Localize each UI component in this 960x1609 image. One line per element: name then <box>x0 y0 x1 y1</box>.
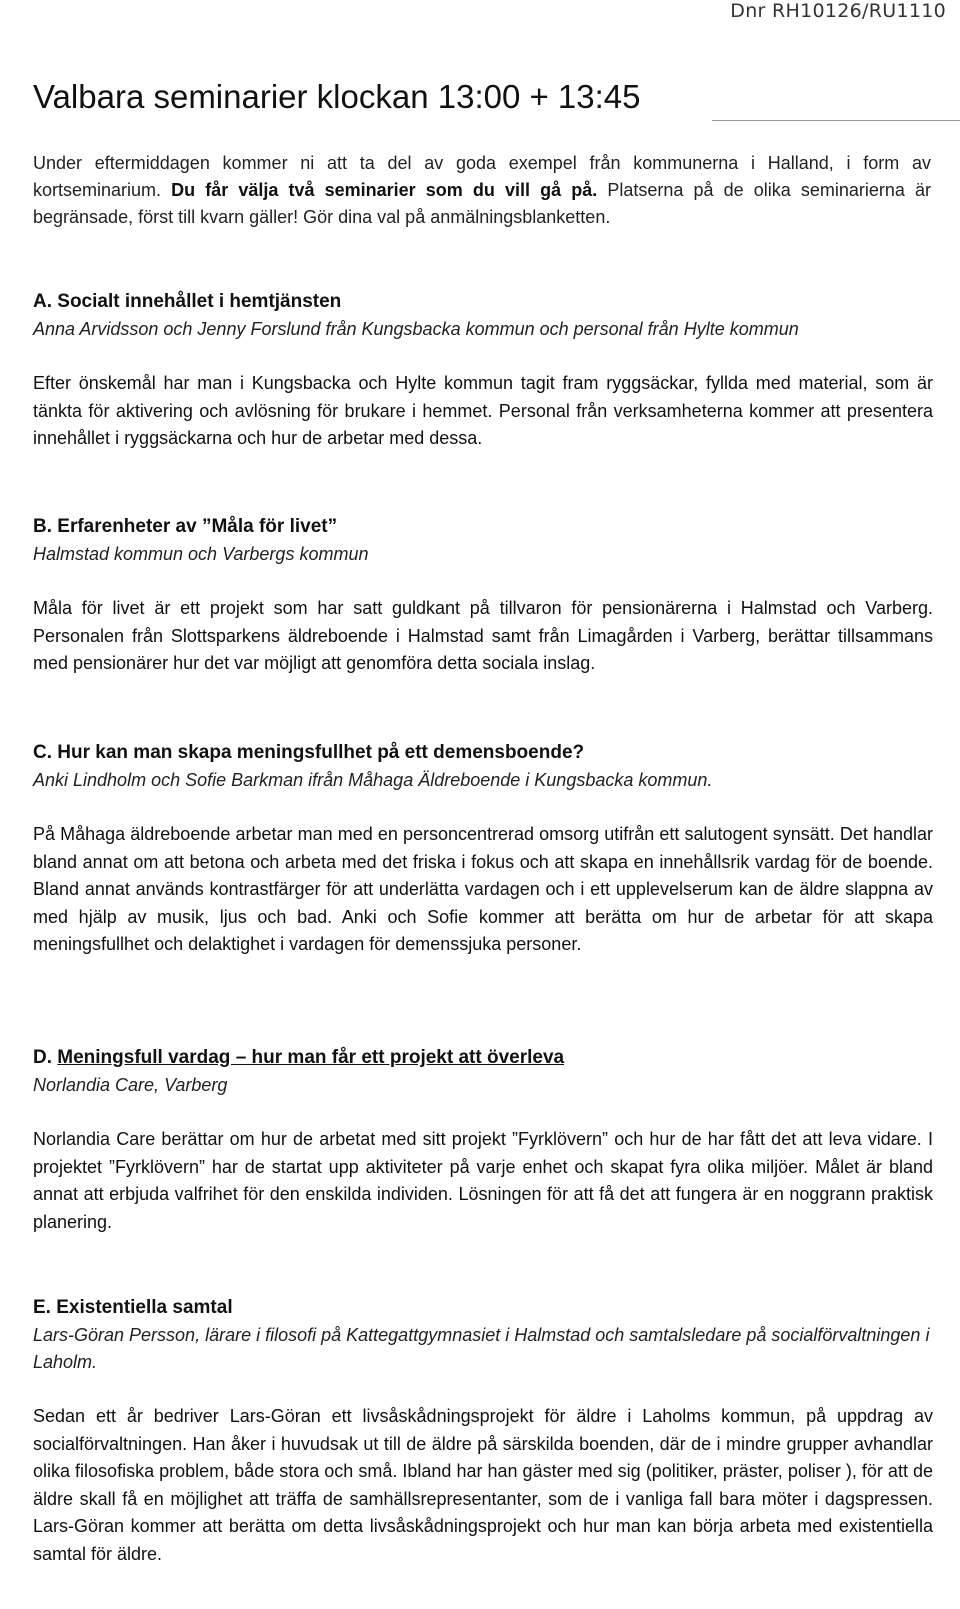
seminar-d <box>33 1044 933 1236</box>
seminar-b <box>33 513 933 678</box>
seminar-speakers: Lars-Göran Persson, lärare i filosofi på Kattegattgymnasiet i Halmstad och samtalsledare på socialförvaltningen i Laholm. <box>33 1325 930 1372</box>
seminar-description: På Måhaga äldreboende arbetar man med en personcentrerad omsorg utifrån ett salutogent synsätt. Det handlar bland annat om att betona och arbeta med det friska i fokus och att skapa en innehållsrik vardag för de boende. Bland annat används kontrastfärger för att underlätta vardagen och i ett upplevelserum kan de äldre slappna av med hjälp av musik, ljus och bad. Anki och Sofie kommer att berätta om hur de arbetar för att skapa meningsfullhet och delaktighet i vardagen för demenssjuka personer. <box>33 824 933 954</box>
page-title: Valbara seminarier klockan 13:00 + 13:45 <box>33 78 641 115</box>
seminar-speakers: Halmstad kommun och Varbergs kommun <box>33 544 369 564</box>
seminar-description: Efter önskemål har man i Kungsbacka och Hylte kommun tagit fram ryggsäckar, fyllda med material, som är tänkta för aktivering och avlösning för brukare i hemmet. Personal från verksamheterna kommer att presentera innehållet i ryggsäckarna och hur de arbetar med dessa. <box>33 373 933 448</box>
intro-text-1: Under eftermiddagen kommer ni att ta del av goda exempel från kommunerna i Halland, i form av kortseminarium. <box>33 153 931 200</box>
document-number: Dnr RH10126/RU1110 <box>730 0 946 22</box>
seminar-speakers: Norlandia Care, Varberg <box>33 1075 228 1095</box>
intro-text-2: Platserna på de olika seminarierna är begränsade, först till kvarn gäller! Gör dina val på anmälningsblanketten. <box>33 180 931 227</box>
seminar-speakers: Anki Lindholm och Sofie Barkman ifrån Måhaga Äldreboende i Kungsbacka kommun. <box>33 770 713 790</box>
seminar-description: Måla för livet är ett projekt som har satt guldkant på tillvaron för pensionärerna i Halmstad och Varberg. Personalen från Slottsparkens äldreboende i Halmstad samt från Limagården i Varberg, berättar tillsammans med pensionärer hur det var möjligt att genomföra detta sociala inslag. <box>33 598 933 673</box>
seminar-speakers: Anna Arvidsson och Jenny Forslund från Kungsbacka kommun och personal från Hylte kommun <box>33 319 799 339</box>
seminar-e <box>33 1294 933 1568</box>
seminar-title <box>33 1044 933 1072</box>
seminar-title-prefix: D. <box>33 1047 58 1068</box>
intro-emphasis: Du får välja två seminarier som du vill gå på. <box>171 180 598 200</box>
seminar-description: Norlandia Care berättar om hur de arbetat med sitt projekt ”Fyrklövern” och hur de har fått det att leva vidare. I projektet ”Fyrklövern” har de startat upp aktiviteter på varje enhet och skapat fyra olika miljöer. Målet är bland annat att erbjuda valfrihet för den enskilda individen. Lösningen för att få det att fungera är en noggrann praktisk planering. <box>33 1129 933 1232</box>
seminar-a <box>33 288 933 453</box>
seminar-title: E. Existentiella samtal <box>33 1297 233 1318</box>
seminar-c <box>33 739 933 959</box>
intro-paragraph <box>33 150 931 231</box>
title-rule <box>712 120 960 121</box>
seminar-description: Sedan ett år bedriver Lars-Göran ett livsåskådningsprojekt för äldre i Laholms kommun, på uppdrag av socialförvaltningen. Han åker i huvudsak ut till de äldre på särskilda boenden, där de i mindre grupper avhandlar olika filosofiska problem, både stora och små. Ibland har han gäster med sig (politiker, präster, poliser ), för att de äldre skall få en möjlighet att träffa de samhällsrepresentanter, som de i vanliga fall bara möter i dagspressen. Lars-Göran kommer att berätta om detta livsåskådningsprojekt och hur man kan börja arbeta med existentiella samtal för äldre. <box>33 1406 933 1564</box>
seminar-title: B. Erfarenheter av ”Måla för livet” <box>33 516 338 537</box>
seminar-title: C. Hur kan man skapa meningsfullhet på ett demensboende? <box>33 742 585 763</box>
seminar-title-underlined: Meningsfull vardag – hur man får ett projekt att överleva <box>57 1047 565 1068</box>
seminar-title: A. Socialt innehållet i hemtjänsten <box>33 291 342 312</box>
